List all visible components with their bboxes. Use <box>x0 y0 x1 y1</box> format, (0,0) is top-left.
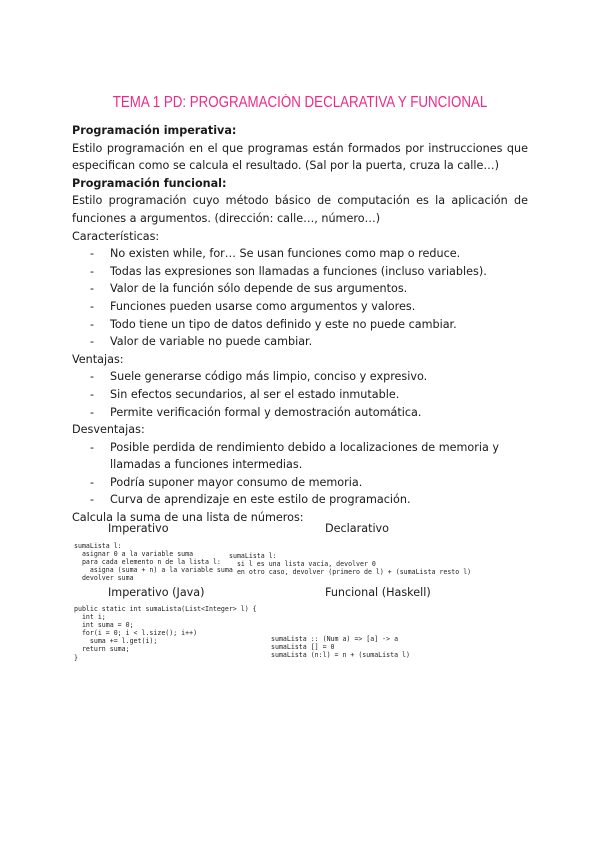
dash-bullet: - <box>90 264 95 278</box>
dash-bullet: - <box>90 387 95 401</box>
advantages-list <box>72 368 528 421</box>
list-item: - Todas las expresiones son llamadas a funciones (incluso variables). <box>72 263 528 281</box>
features-list <box>72 245 528 351</box>
list-item: - Sin efectos secundarios, al ser el estado inmutable. <box>72 386 528 404</box>
imperative-heading: Programación imperativa: <box>72 124 237 137</box>
list-item: - Valor de la función sólo depende de sus argumentos. <box>72 280 528 298</box>
list-item: - Suele generarse código más limpio, conciso y expresivo. <box>72 368 528 386</box>
functional-haskell-label: Funcional (Haskell) <box>325 586 431 599</box>
declarative-label: Declarativo <box>325 522 390 535</box>
imperative-pseudocode: sumaLista l: asignar 0 a la variable suma para cada elemento n de la lista l: asigna (suma + n) a la variable suma devolver suma <box>74 542 233 583</box>
list-item: - Curva de aprendizaje en este estilo de programación. <box>72 491 528 509</box>
haskell-code: sumaLista :: (Num a) => [a] -> a sumaLista [] = 0 sumaLista (n:l) = n + (sumaLista l) <box>271 635 410 660</box>
list-item: - Posible perdida de rendimiento debido a localizaciones de memoria y llamadas a funciones intermedias. <box>90 440 500 472</box>
imperative-label: Imperativo <box>108 522 169 535</box>
list-item: - No existen while, for… Se usan funciones como map o reduce. <box>72 245 528 263</box>
example-intro: Calcula la suma de una lista de números: <box>72 511 304 525</box>
dash-bullet: - <box>90 317 95 331</box>
functional-heading: Programación funcional: <box>72 176 227 190</box>
functional-paragraph: Estilo programación cuyo método básico de computación es la aplicación de funciones a argumentos. (dirección: calle…, número…) <box>72 194 528 225</box>
dash-bullet: - <box>90 370 95 384</box>
disadvantages-list <box>72 439 528 509</box>
features-label: Características: <box>72 229 160 243</box>
dash-bullet: - <box>90 405 95 419</box>
dash-bullet: - <box>90 335 95 349</box>
dash-bullet: - <box>90 247 95 261</box>
imperative-java-label: Imperativo (Java) <box>108 586 205 599</box>
dash-bullet: - <box>90 440 95 454</box>
imperative-paragraph: Estilo programación en el que programas están formados por instrucciones que especifican como se calcula el resultado. (Sal por la puerta, cruza la calle…) <box>72 141 528 173</box>
declarative-pseudocode: sumaLista l: si l es una lista vacía, devolver 0 en otro caso, devolver (primero de l) + (sumaLista resto l) <box>229 552 472 577</box>
dash-bullet: - <box>90 493 95 507</box>
list-item: - Todo tiene un tipo de datos definido y este no puede cambiar. <box>72 316 528 334</box>
list-item: - Funciones pueden usarse como argumentos y valores. <box>72 298 528 316</box>
list-item: - Valor de variable no puede cambiar. <box>72 333 528 351</box>
advantages-label: Ventajas: <box>72 352 124 366</box>
java-code: public static int sumaLista(List<Integer> l) { int i; int suma = 0; for(i = 0; i < l.size(); i++) suma += l.get(i); return suma; } <box>74 605 257 662</box>
disadvantages-label: Desventajas: <box>72 423 145 437</box>
dash-bullet: - <box>90 282 95 296</box>
dash-bullet: - <box>90 299 95 313</box>
list-item: - Podría suponer mayor consumo de memoria. <box>72 474 528 492</box>
list-item: - Permite verificación formal y demostración automática. <box>72 404 528 422</box>
document-body <box>72 122 528 527</box>
page-title: TEMA 1 PD: PROGRAMACIÓN DECLARATIVA Y FUNCIONAL <box>112 94 488 111</box>
dash-bullet: - <box>90 475 95 489</box>
